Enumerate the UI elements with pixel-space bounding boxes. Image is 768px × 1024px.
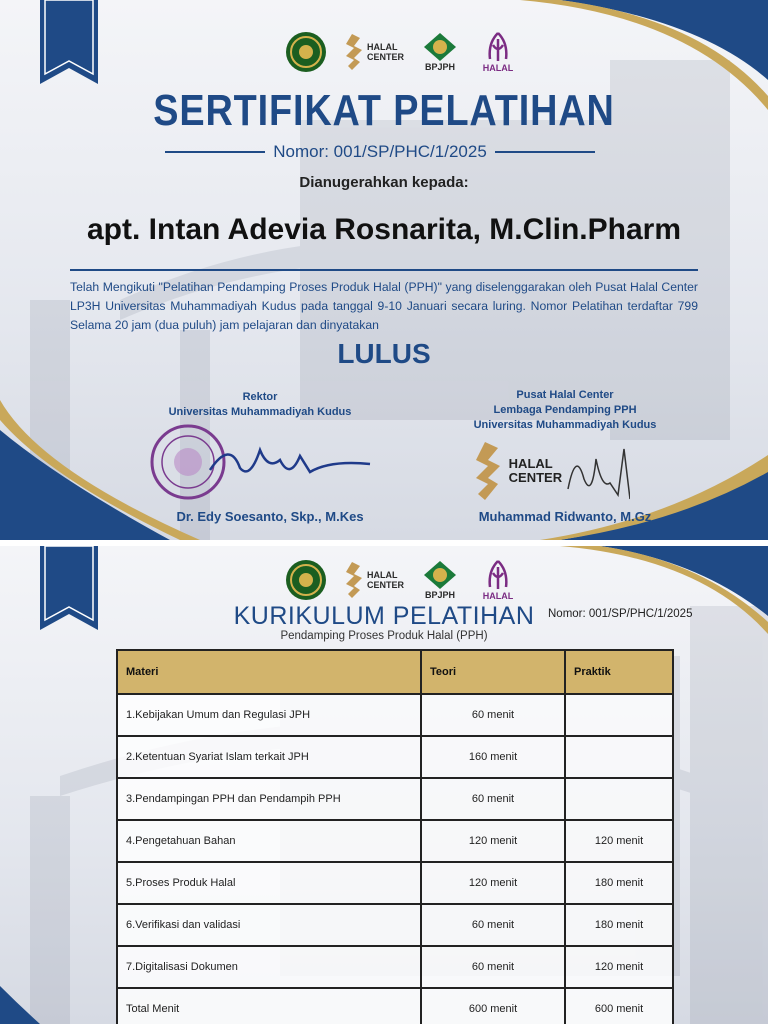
header-praktik: Praktik xyxy=(565,650,673,694)
left-signature-and-seal xyxy=(150,420,380,504)
halal-center-logo-icon-2 xyxy=(342,558,404,602)
divider-right xyxy=(495,151,595,153)
table-row xyxy=(117,736,673,778)
table-row xyxy=(117,820,673,862)
halal-center-stamp xyxy=(470,436,630,506)
divider-left xyxy=(165,151,265,153)
right-signatory-role-line1: Pusat Halal Center xyxy=(516,389,614,401)
right-signatory-role-line2: Lembaga Pendamping PPH xyxy=(493,404,637,416)
cell-praktik: 600 menit xyxy=(565,988,673,1024)
halal-center-stamp-icon xyxy=(470,440,505,502)
halal-indonesia-logo-icon-2 xyxy=(476,558,520,602)
table-row xyxy=(117,904,673,946)
university-seal-icon xyxy=(284,30,328,74)
logo-row-2 xyxy=(284,558,520,602)
curriculum-table xyxy=(116,649,674,1024)
halal-center-stamp-text-1: HALAL xyxy=(508,456,553,471)
halal-center-stamp-text-2: CENTER xyxy=(508,470,563,485)
halal-center-logo-text-1: HALAL xyxy=(366,42,398,52)
bpjph-logo-icon xyxy=(418,30,462,74)
left-signature-icon xyxy=(210,450,370,472)
right-signatory-role xyxy=(450,388,680,433)
cell-praktik: 180 menit xyxy=(565,904,673,946)
curriculum-subtitle: Pendamping Proses Produk Halal (PPH) xyxy=(280,630,488,642)
cell-materi: 5.Proses Produk Halal xyxy=(117,862,421,904)
table-row xyxy=(117,778,673,820)
certificate-number-row xyxy=(165,142,595,162)
cell-teori: 60 menit xyxy=(421,694,565,736)
awarded-to-label: Dianugerahkan kepada: xyxy=(299,174,469,191)
cell-praktik: 120 menit xyxy=(565,946,673,988)
halal-center-logo-icon xyxy=(342,30,404,74)
cell-materi: Total Menit xyxy=(117,988,421,1024)
table-row xyxy=(117,862,673,904)
cell-teori: 120 menit xyxy=(421,820,565,862)
header-materi: Materi xyxy=(117,650,421,694)
certificate-number: Nomor: 001/SP/PHC/1/2025 xyxy=(273,142,487,161)
halal-indonesia-logo-text-2: HALAL xyxy=(482,591,514,601)
university-seal-icon-2 xyxy=(284,558,328,602)
cell-materi: 7.Digitalisasi Dokumen xyxy=(117,946,421,988)
curriculum-body xyxy=(117,694,673,1024)
cell-praktik xyxy=(565,736,673,778)
bpjph-logo-text-2: BPJPH xyxy=(424,590,455,600)
cell-teori: 60 menit xyxy=(421,778,565,820)
left-signatory-role xyxy=(150,390,370,420)
logo-row xyxy=(284,30,520,74)
curriculum-number: Nomor: 001/SP/PHC/1/2025 xyxy=(548,608,693,620)
cell-teori: 160 menit xyxy=(421,736,565,778)
curriculum-title: KURIKULUM PELATIHAN xyxy=(233,602,535,630)
recipient-name: apt. Intan Adevia Rosnarita, M.Clin.Pharm xyxy=(87,213,681,246)
halal-center-logo-text-2: CENTER xyxy=(366,52,404,62)
cell-praktik xyxy=(565,778,673,820)
cell-praktik: 120 menit xyxy=(565,820,673,862)
bpjph-logo-text: BPJPH xyxy=(424,62,455,72)
halal-indonesia-logo-text: HALAL xyxy=(482,63,514,73)
halal-center-logo-text-2-2: CENTER xyxy=(366,580,404,590)
right-signatory-name: Muhammad Ridwanto, M.Gz xyxy=(478,509,652,524)
left-signatory-name: Dr. Edy Soesanto, Skp., M.Kes xyxy=(176,509,364,524)
recipient-underline xyxy=(70,269,698,271)
university-stamp-icon xyxy=(152,426,224,498)
cell-materi: 2.Ketentuan Syariat Islam terkait JPH xyxy=(117,736,421,778)
cell-materi: 1.Kebijakan Umum dan Regulasi JPH xyxy=(117,694,421,736)
cell-praktik: 180 menit xyxy=(565,862,673,904)
cell-praktik xyxy=(565,694,673,736)
table-row xyxy=(117,988,673,1024)
certificate-description: Telah Mengikuti "Pelatihan Pendamping Proses Produk Halal (PPH)" yang diselenggarakan oleh Pusat Halal Center LP3H Universitas Muhammadiyah Kudus pada tanggal 9-10 Januari secara luring. Nomor Pelatihan terdaftar 799 Selama 20 jam (dua puluh) jam pelajaran dan dinyatakan xyxy=(70,280,698,332)
right-signature-icon xyxy=(566,439,630,503)
cell-teori: 60 menit xyxy=(421,904,565,946)
left-signatory-role-line2: Universitas Muhammadiyah Kudus xyxy=(168,406,352,418)
cell-teori: 600 menit xyxy=(421,988,565,1024)
curriculum-header-row xyxy=(117,650,673,694)
table-row xyxy=(117,694,673,736)
cell-materi: 6.Verifikasi dan validasi xyxy=(117,904,421,946)
left-signatory-role-line1: Rektor xyxy=(242,391,278,403)
cell-teori: 120 menit xyxy=(421,862,565,904)
halal-center-logo-text-2-1: HALAL xyxy=(366,570,398,580)
certificate-title: SERTIFIKAT PELATIHAN xyxy=(153,86,615,135)
header-teori: Teori xyxy=(421,650,565,694)
table-row xyxy=(117,946,673,988)
cell-materi: 4.Pengetahuan Bahan xyxy=(117,820,421,862)
right-signatory-role-line3: Universitas Muhammadiyah Kudus xyxy=(473,419,657,431)
result-label: LULUS xyxy=(337,338,431,369)
cell-teori: 60 menit xyxy=(421,946,565,988)
halal-indonesia-logo-icon xyxy=(476,30,520,74)
cell-materi: 3.Pendampingan PPH dan Pendampih PPH xyxy=(117,778,421,820)
curriculum-page xyxy=(0,546,768,1024)
bpjph-logo-icon-2 xyxy=(418,558,462,602)
